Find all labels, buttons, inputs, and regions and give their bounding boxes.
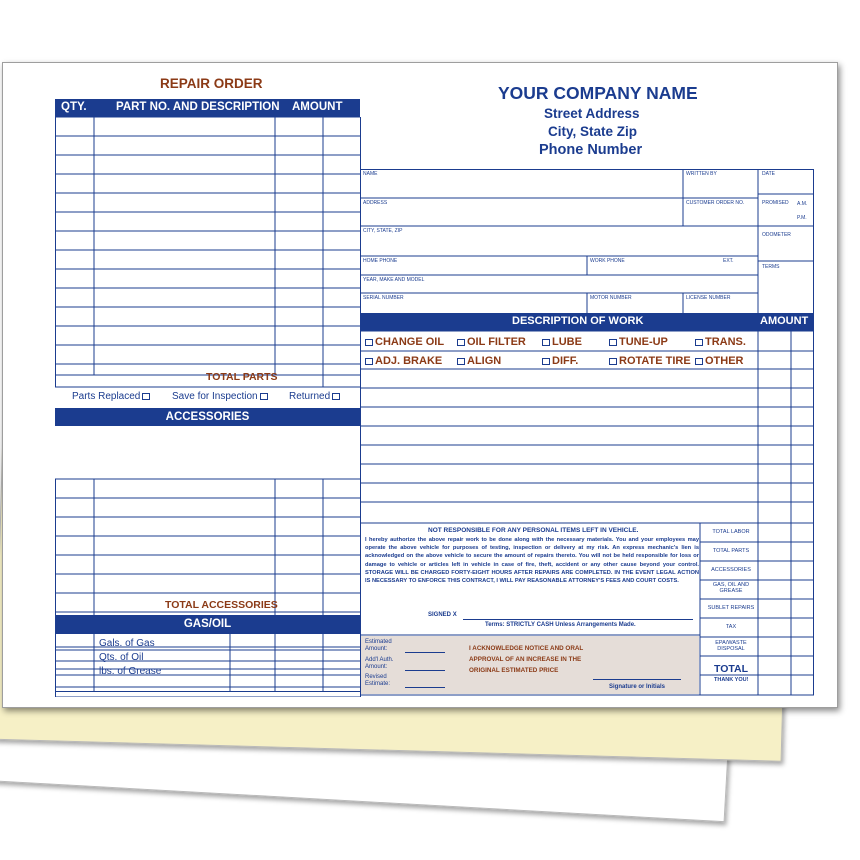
legal-heading: NOT RESPONSIBLE FOR ANY PERSONAL ITEMS LEFT IN VEHICLE. bbox=[428, 527, 639, 534]
estimated-amount-label: Estimated Amount: bbox=[365, 639, 392, 652]
signed-label bbox=[428, 611, 457, 619]
totals-tax: TAX bbox=[725, 624, 737, 630]
addl-auth-label: Add'l Auth. Amount: bbox=[365, 657, 394, 670]
totals-total-parts: TOTAL PARTS bbox=[712, 548, 750, 554]
qty-header: QTY. bbox=[61, 101, 87, 113]
addl-auth-line[interactable] bbox=[405, 670, 445, 671]
accessories-header bbox=[55, 408, 360, 426]
part-description-header: PART NO. AND DESCRIPTION bbox=[116, 101, 280, 113]
parts-header bbox=[55, 99, 360, 117]
gas-oil-row-oil: Qts. of Oil bbox=[99, 652, 144, 663]
work-option-label: DIFF. bbox=[552, 355, 579, 367]
work-option-lube[interactable] bbox=[540, 336, 582, 348]
amount-header: AMOUNT bbox=[292, 101, 343, 113]
terms-label: TERMS bbox=[762, 264, 780, 270]
customer-order-no-label: CUSTOMER ORDER NO. bbox=[686, 200, 745, 206]
work-header bbox=[360, 314, 814, 331]
work-options-row-1 bbox=[363, 336, 758, 352]
ext-label: EXT. bbox=[723, 258, 734, 264]
work-option-label: TRANS. bbox=[705, 336, 746, 348]
license-number-label: LICENSE NUMBER bbox=[686, 295, 731, 301]
company-street: Street Address bbox=[544, 106, 640, 121]
company-phone: Phone Number bbox=[539, 142, 643, 158]
work-option-checkbox[interactable] bbox=[695, 358, 703, 365]
signature-line[interactable] bbox=[463, 619, 693, 620]
legal-body: I hereby authorize the above repair work to be done along with the necessary materials. You and your employees may operate the above vehicle for purposes of testing, inspection or delivery at my risk. An express mechanic's lien is acknowledged on the above vehicle to secure the amount of repairs thereto. You will not be held responsible for loss or damage to vehicle or articles left in vehicle in case of fire, theft, accident or any other cause beyond your control. STORAGE WILL BE CHARGED FORTY-EIGHT HOURS AFTER REPAIRS ARE COMPLETED. IN THE EVENT LEGAL ACTION IS NECESSARY TO ENFORCE THIS CONTRACT, I WILL PAY REASONABLE ATTORNEY'S FEES AND COURT COSTS. bbox=[365, 537, 699, 585]
work-option-label: TUNE-UP bbox=[619, 336, 668, 348]
terms-text: Terms: STRICTLY CASH Unless Arrangements Made. bbox=[485, 622, 636, 628]
work-option-checkbox[interactable] bbox=[457, 339, 465, 346]
signed-text: SIGNED bbox=[428, 612, 452, 618]
city-state-zip-label: CITY, STATE, ZIP bbox=[363, 228, 403, 234]
work-option-checkbox[interactable] bbox=[542, 358, 550, 365]
work-option-oil-filter[interactable] bbox=[455, 336, 526, 348]
am-label: A.M. bbox=[797, 201, 808, 207]
gas-oil-row-gas: Gals. of Gas bbox=[99, 638, 155, 649]
work-option-label: ADJ. BRAKE bbox=[375, 355, 443, 367]
address-label: ADDRESS bbox=[363, 200, 388, 206]
thank-you-label: THANK YOU! bbox=[714, 677, 749, 683]
promised-label: PROMISED bbox=[762, 200, 789, 206]
gas-oil-header-label: GAS/OIL bbox=[183, 618, 232, 630]
company-name: YOUR COMPANY NAME bbox=[498, 83, 698, 103]
customer-info-grid bbox=[360, 169, 814, 315]
name-field-label: NAME bbox=[363, 171, 378, 177]
work-amount-header: AMOUNT bbox=[760, 315, 809, 327]
work-options-row-2 bbox=[363, 355, 758, 371]
work-option-label: OTHER bbox=[705, 355, 744, 367]
revised-estimate-line[interactable] bbox=[405, 687, 445, 688]
save-inspection-label: Save for Inspection bbox=[172, 391, 258, 402]
signed-x: X bbox=[452, 612, 457, 618]
work-option-label: CHANGE OIL bbox=[375, 336, 445, 348]
parts-replaced-checkbox[interactable] bbox=[142, 393, 150, 400]
returned-label: Returned bbox=[289, 391, 331, 402]
work-option-label: LUBE bbox=[552, 336, 582, 348]
gas-oil-row-grease: lbs. of Grease bbox=[99, 666, 162, 677]
totals-gas-oil-and-grease: GAS, OIL AND GREASE bbox=[712, 582, 750, 594]
motor-number-label: MOTOR NUMBER bbox=[590, 295, 632, 301]
company-city: City, State Zip bbox=[548, 124, 638, 139]
work-option-rotate-tire[interactable] bbox=[607, 355, 691, 367]
date-label: DATE bbox=[762, 171, 775, 177]
total-parts-label: TOTAL PARTS bbox=[206, 371, 278, 383]
work-option-checkbox[interactable] bbox=[457, 358, 465, 365]
work-option-label: ROTATE TIRE bbox=[619, 355, 691, 367]
total-accessories-label: TOTAL ACCESSORIES bbox=[165, 599, 278, 611]
repair-order-form bbox=[2, 62, 838, 708]
save-inspection-checkbox[interactable] bbox=[260, 393, 268, 400]
revised-estimate-label: Revised Estimate: bbox=[365, 674, 391, 687]
total-label: TOTAL bbox=[714, 663, 749, 675]
work-option-checkbox[interactable] bbox=[609, 339, 617, 346]
written-by-label: WRITTEN BY bbox=[686, 171, 717, 177]
parts-replaced-label: Parts Replaced bbox=[72, 391, 141, 402]
signature-initials-label: Signature or Initials bbox=[609, 684, 666, 690]
work-option-checkbox[interactable] bbox=[542, 339, 550, 346]
work-option-checkbox[interactable] bbox=[365, 358, 373, 365]
totals-accessories: ACCESSORIES bbox=[711, 567, 751, 573]
home-phone-label: HOME PHONE bbox=[363, 258, 398, 264]
work-option-label: OIL FILTER bbox=[467, 336, 526, 348]
accessories-header-label: ACCESSORIES bbox=[165, 411, 250, 423]
totals-epa-waste-disposal: EPA/WASTE DISPOSAL bbox=[715, 640, 747, 652]
initials-line[interactable] bbox=[593, 679, 681, 680]
estimated-amount-line[interactable] bbox=[405, 652, 445, 653]
work-option-other[interactable] bbox=[693, 355, 744, 367]
work-option-tune-up[interactable] bbox=[607, 336, 668, 348]
repair-order-title: REPAIR ORDER bbox=[160, 76, 263, 91]
acknowledge-text: I ACKNOWLEDGE NOTICE AND ORAL APPROVAL OF AN INCREASE IN THE ORIGINAL ESTIMATED PRICE bbox=[469, 645, 584, 674]
work-option-checkbox[interactable] bbox=[695, 339, 703, 346]
work-option-adj-brake[interactable] bbox=[363, 355, 442, 367]
returned-checkbox[interactable] bbox=[332, 393, 340, 400]
work-option-align[interactable] bbox=[455, 355, 501, 367]
work-option-label: ALIGN bbox=[467, 355, 502, 367]
odometer-label: ODOMETER bbox=[762, 232, 791, 238]
work-phone-label: WORK PHONE bbox=[590, 258, 625, 264]
totals-total-labor: TOTAL LABOR bbox=[712, 529, 750, 535]
parts-disposition-row bbox=[55, 389, 360, 405]
pm-label: P.M. bbox=[797, 215, 807, 221]
year-make-model-label: YEAR, MAKE AND MODEL bbox=[363, 277, 425, 283]
work-option-diff[interactable] bbox=[540, 355, 578, 367]
totals-sublet-repairs: SUBLET REPAIRS bbox=[707, 605, 755, 611]
work-option-checkbox[interactable] bbox=[365, 339, 373, 346]
work-option-change-oil[interactable] bbox=[363, 336, 444, 348]
gas-oil-header bbox=[55, 615, 360, 633]
serial-number-label: SERIAL NUMBER bbox=[363, 295, 404, 301]
work-option-trans[interactable] bbox=[693, 336, 746, 348]
work-header-label: DESCRIPTION OF WORK bbox=[512, 315, 644, 327]
work-option-checkbox[interactable] bbox=[609, 358, 617, 365]
